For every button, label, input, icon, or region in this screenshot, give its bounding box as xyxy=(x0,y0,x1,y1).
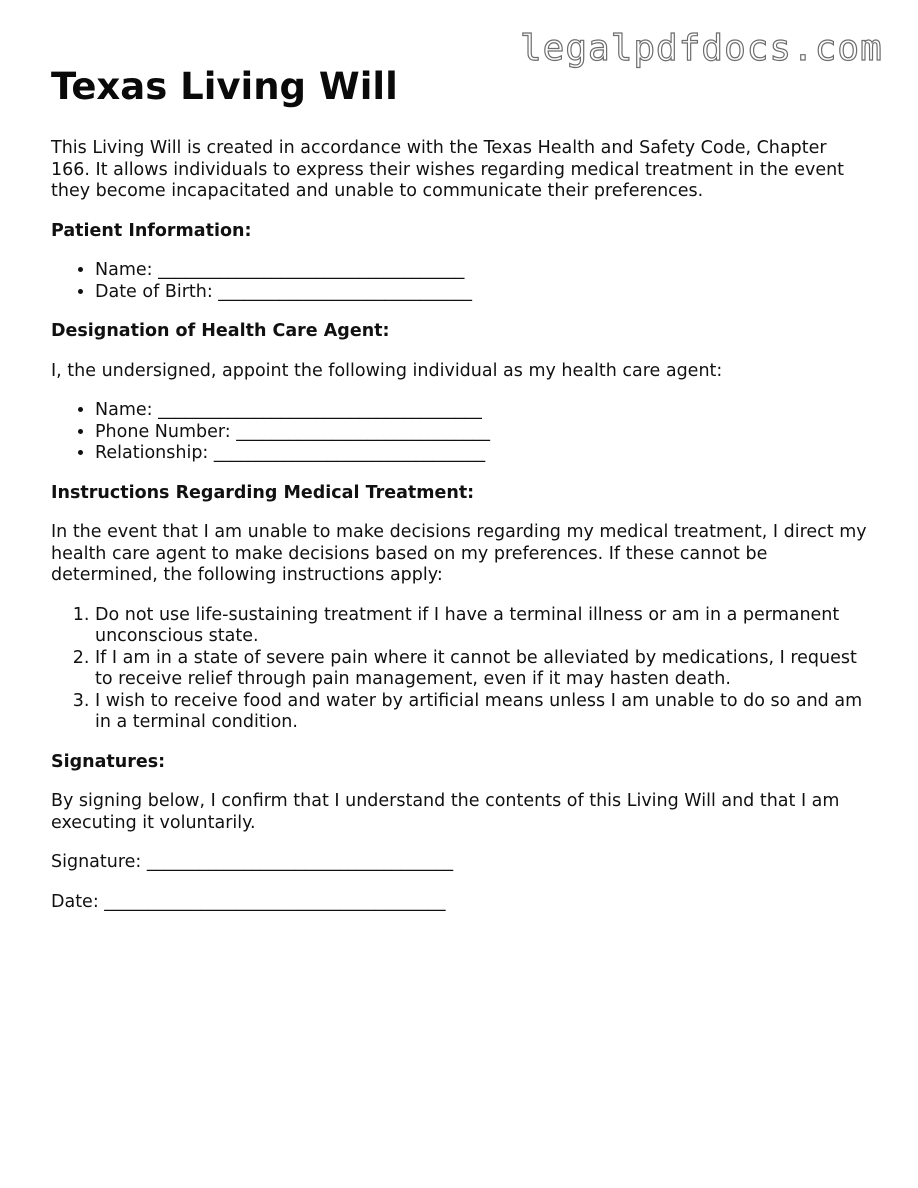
instruction-item: 3. I wish to receive food and water by artificial means unless I am unable to do so and am in a terminal condition. xyxy=(95,691,871,734)
instruction-item: 1. Do not use life-sustaining treatment if I have a terminal illness or am in a permanent unconscious state. xyxy=(95,605,871,648)
instructions-paragraph: In the event that I am unable to make decisions regarding my medical treatment, I direct my health care agent to make decisions based on my preferences. If these cannot be determined, the following instructions apply: xyxy=(51,522,867,585)
document-page xyxy=(51,64,871,931)
agent-relationship-field: • Relationship: _______________________________ xyxy=(95,443,871,465)
date-field: Date: _______________________________________ xyxy=(51,891,446,912)
document-title: Texas Living Will xyxy=(51,65,398,108)
intro-paragraph: This Living Will is created in accordance with the Texas Health and Safety Code, Chapter 166. It allows individuals to express their wishes regarding medical treatment in the event they become incapacitated and unable to communicate their preferences. xyxy=(51,138,845,201)
signatures-heading: Signatures: xyxy=(51,751,166,772)
signatures-paragraph: By signing below, I confirm that I understand the contents of this Living Will and that I am executing it voluntarily. xyxy=(51,791,840,833)
instructions-list xyxy=(51,605,871,734)
instructions-heading: Instructions Regarding Medical Treatment: xyxy=(51,482,475,503)
signature-field: Signature: ___________________________________ xyxy=(51,852,454,872)
patient-info-heading: Patient Information: xyxy=(51,220,252,241)
patient-dob-field: • Date of Birth: _____________________________ xyxy=(95,282,871,304)
agent-paragraph: I, the undersigned, appoint the following individual as my health care agent: xyxy=(51,360,723,381)
agent-phone-field: • Phone Number: _____________________________ xyxy=(95,422,871,444)
agent-name-field: • Name: _____________________________________ xyxy=(95,400,871,422)
watermark-logo: legalpdfdocs.com xyxy=(520,28,883,69)
agent-heading: Designation of Health Care Agent: xyxy=(51,321,390,341)
patient-info-list xyxy=(51,260,871,303)
agent-info-list xyxy=(51,400,871,465)
instruction-item: 2. If I am in a state of severe pain where it cannot be alleviated by medications, I request to receive relief through pain management, even if it may hasten death. xyxy=(95,648,871,691)
patient-name-field: • Name: ___________________________________ xyxy=(95,260,871,282)
